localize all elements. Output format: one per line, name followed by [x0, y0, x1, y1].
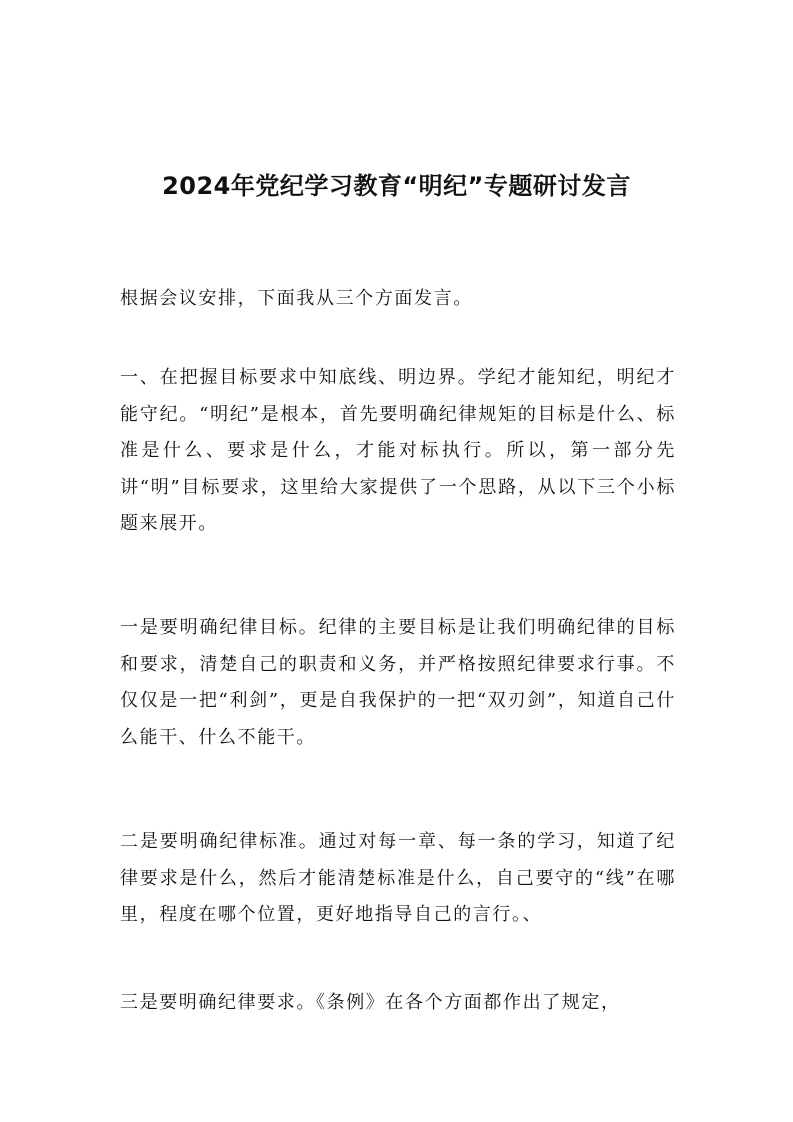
paragraph-point-one: 一是要明确纪律目标。纪律的主要目标是让我们明确纪律的目标和要求，清楚自己的职责和义务，并严格按照纪律要求行事。不仅仅是一把“利剑”，更是自我保护的一把“双刃剑”，知道自己什么能干、什么不能干。 [120, 617, 676, 748]
paragraph-point-two: 二是要明确纪律标准。通过对每一章、每一条的学习，知道了纪律要求是什么，然后才能清楚标准是什么，自己要守的“线”在哪里，程度在哪个位置，更好地指导自己的言行。、 [120, 831, 676, 925]
paragraph-section-one: 一、在把握目标要求中知底线、明边界。学纪才能知纪，明纪才能守纪。“明纪”是根本，首先要明确纪律规矩的目标是什么、标准是什么、要求是什么，才能对标执行。所以，第一部分先讲“明”目标要求，这里给大家提供了一个思路，从以下三个小标题来展开。 [120, 367, 676, 534]
document-title: 2024年党纪学习教育“明纪”专题研讨发言 [162, 172, 631, 200]
paragraph-intro: 根据会议安排，下面我从三个方面发言。 [120, 288, 473, 309]
paragraph-point-three: 三是要明确纪律要求。《条例》在各个方面都作出了规定， [120, 992, 621, 1013]
